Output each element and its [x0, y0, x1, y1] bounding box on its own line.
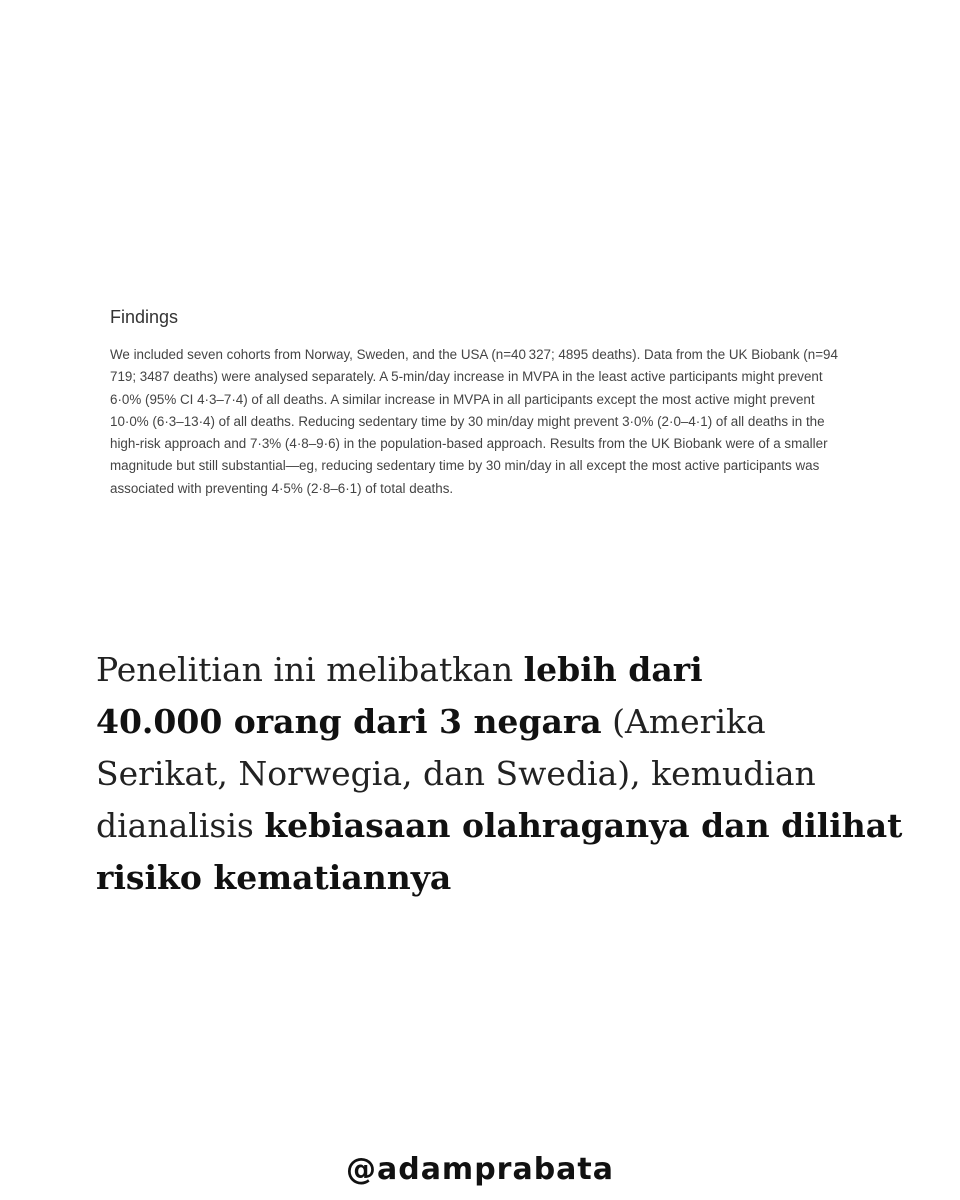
headline-line [96, 644, 916, 696]
findings-line: 719; 3487 deaths) were analysed separately. A 5-min/day increase in MVPA in the least active participants might prevent [110, 369, 823, 385]
headline-text: (Amerika [601, 702, 766, 741]
findings-line: associated with preventing 4·5% (2·8–6·1) of total deaths. [110, 480, 454, 496]
headline-text: dianalisis [96, 806, 265, 845]
headline-emphasis: 40.000 orang dari 3 negara [96, 702, 602, 741]
headline-emphasis: kebiasaan olahraganya dan dilihat [264, 806, 903, 845]
headline-line [96, 748, 916, 800]
headline-emphasis: risiko kematiannya [96, 858, 452, 897]
headline-line [96, 852, 916, 904]
findings-line: high-risk approach and 7·3% (4·8–9·6) in the population-based approach. Results from the UK Biobank were of a smaller [110, 436, 828, 452]
findings-line: 10·0% (6·3–13·4) of all deaths. Reducing sedentary time by 30 min/day might prevent 3·0% (2·0–4·1) of all deaths in the [110, 413, 825, 429]
headline-emphasis: lebih dari [523, 650, 703, 689]
author-handle: @adamprabata [345, 1152, 615, 1187]
findings-line: 6·0% (95% CI 4·3–7·4) of all deaths. A similar increase in MVPA in all participants except the most active might prevent [110, 391, 815, 407]
headline-line [96, 800, 916, 852]
findings-line: magnitude but still substantial—eg, reducing sedentary time by 30 min/day in all except the most active participants was [110, 458, 820, 474]
headline [96, 644, 916, 904]
findings-title: Findings [110, 307, 179, 327]
findings-paragraph [110, 344, 860, 500]
headline-text: Serikat, Norwegia, dan Swedia), kemudian [96, 754, 816, 793]
findings-line: We included seven cohorts from Norway, Sweden, and the USA (n=40 327; 4895 deaths). Data from the UK Biobank (n=94 [110, 347, 838, 362]
headline-line [96, 696, 916, 748]
headline-text: Penelitian ini melibatkan [96, 650, 524, 689]
